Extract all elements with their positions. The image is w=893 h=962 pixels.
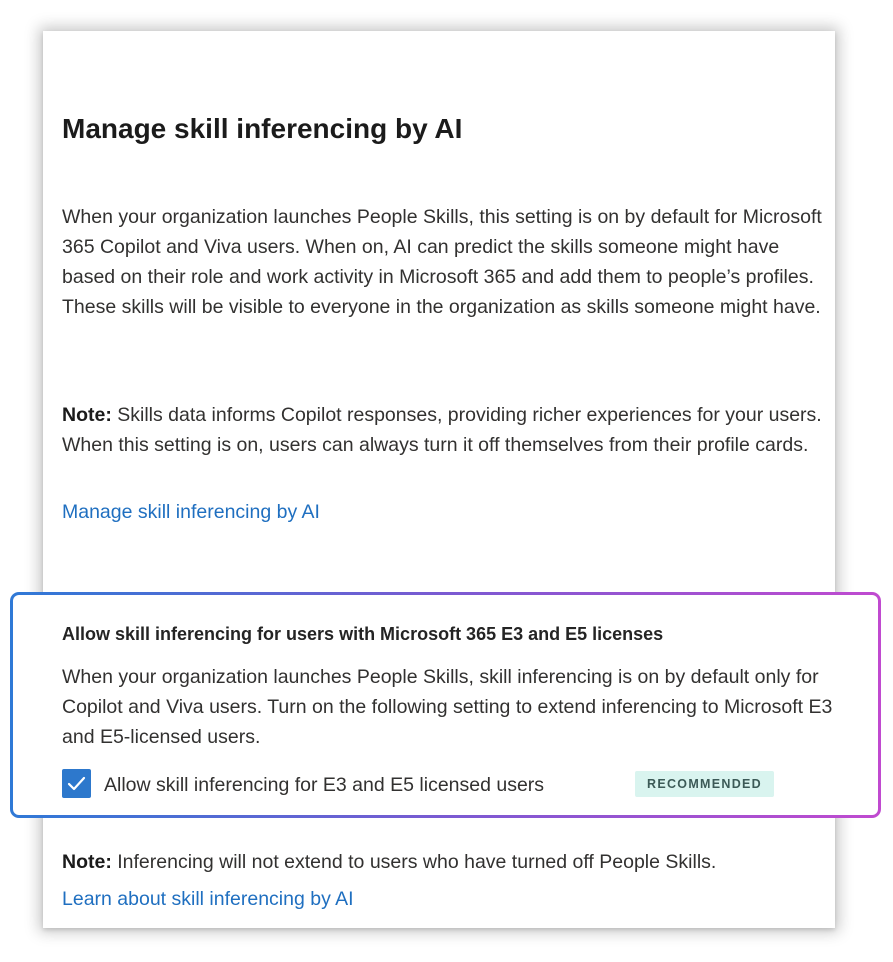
checkmark-icon bbox=[62, 769, 91, 798]
allow-e3-e5-checkbox-label[interactable]: Allow skill inferencing for E3 and E5 licensed users bbox=[104, 774, 545, 796]
note-paragraph bbox=[62, 400, 834, 460]
e3-e5-section-heading: Allow skill inferencing for users with Microsoft 365 E3 and E5 licenses bbox=[62, 624, 664, 644]
footer-note-label: Note: bbox=[62, 851, 112, 873]
page-title: Manage skill inferencing by AI bbox=[62, 113, 463, 144]
learn-about-skill-inferencing-link[interactable]: Learn about skill inferencing by AI bbox=[62, 888, 354, 910]
note-text: Skills data informs Copilot responses, providing richer experiences for your users. When this setting is on, users can always turn it off themselves from their profile cards. bbox=[62, 404, 822, 456]
manage-skill-inferencing-link[interactable]: Manage skill inferencing by AI bbox=[62, 501, 320, 523]
footer-note bbox=[62, 847, 716, 877]
e3-e5-section-description: When your organization launches People Skills, skill inferencing is on by default only for Copilot and Viva users. Turn on the following setting to extend inferencing to Microsoft E3 and E5-licensed users. bbox=[62, 666, 833, 748]
note-label: Note: bbox=[62, 404, 112, 426]
allow-e3-e5-checkbox[interactable] bbox=[62, 769, 91, 798]
intro-paragraph: When your organization launches People Skills, this setting is on by default for Microsoft 365 Copilot and Viva users. When on, AI can predict the skills someone might have based on their role and work activity in Microsoft 365 and add them to people’s profiles. These skills will be visible to everyone in the organization as skills someone might have. bbox=[62, 206, 822, 318]
footer-note-text: Inferencing will not extend to users who have turned off People Skills. bbox=[111, 851, 717, 873]
recommended-badge: RECOMMENDED bbox=[635, 771, 774, 797]
